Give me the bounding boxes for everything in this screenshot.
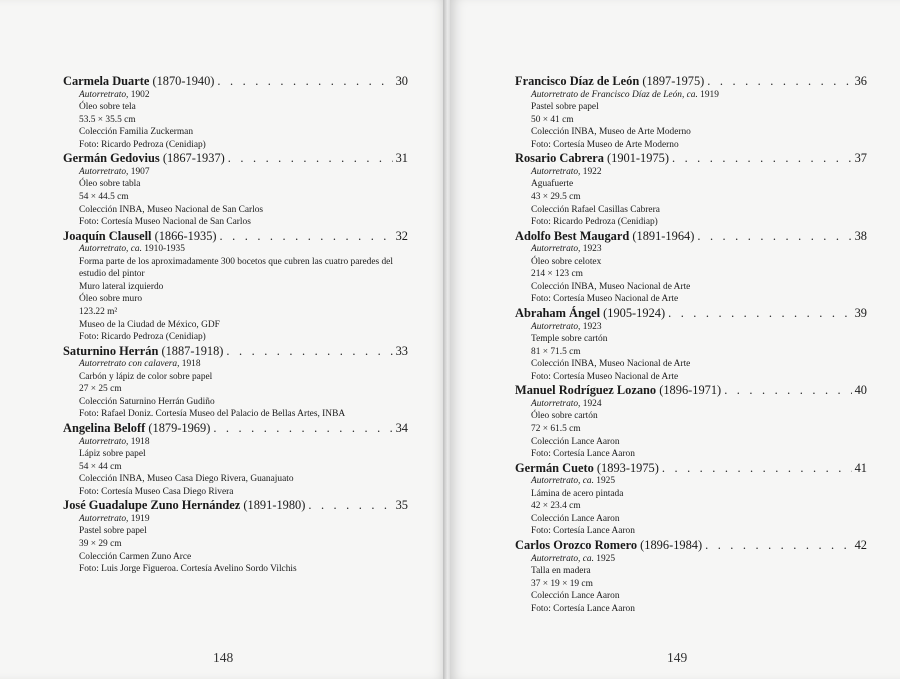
right-page	[450, 0, 900, 679]
artwork-detail: Colección Lance Aaron	[531, 591, 620, 602]
artwork-title-line	[63, 358, 408, 371]
artist-years: (1891-1980)	[243, 498, 306, 513]
artwork-title: Autorretrato, ca.	[79, 244, 142, 255]
artist-name: José Guadalupe Zuno Hernández	[63, 498, 241, 513]
leader-dots	[213, 421, 392, 436]
leader-dots	[705, 538, 852, 553]
artwork-date: 1918	[130, 436, 150, 447]
entry-heading	[515, 461, 867, 476]
artwork-detail: Foto: Luis Jorge Figueroa. Cortesía Avelino Sordo Vilchis	[79, 564, 297, 575]
artist-years: (1896-1984)	[640, 537, 703, 552]
artwork-detail: 54 × 44 cm	[79, 461, 122, 472]
artist-years: (1893-1975)	[596, 460, 659, 475]
artwork-detail: Foto: Cortesía Museo Casa Diego Rivera	[79, 486, 234, 497]
artwork-title: Autorretrato,	[79, 513, 129, 524]
right-page-number: 149	[667, 650, 688, 665]
artwork-date: 1924	[582, 398, 602, 409]
artist-name: Carmela Duarte	[63, 74, 150, 88]
leader-dots	[220, 229, 393, 244]
artwork-title-line	[515, 243, 867, 256]
catalog-entry	[63, 421, 408, 498]
artwork-date: 1925	[596, 476, 616, 487]
artist-years: (1879-1969)	[148, 420, 211, 435]
artist-name: Joaquín Clausell	[63, 228, 152, 243]
plate-page-number: 42	[854, 537, 867, 552]
artwork-detail: 37 × 19 × 19 cm	[531, 578, 593, 589]
artist-name: Rosario Cabrera	[515, 151, 604, 166]
artwork-title: Autorretrato,	[531, 398, 581, 409]
artwork-detail: Museo de la Ciudad de México, GDF	[79, 319, 220, 330]
artwork-date: 1922	[582, 166, 602, 177]
artwork-detail: Foto: Cortesía Museo de Arte Moderno	[531, 139, 679, 150]
entry-heading	[515, 74, 867, 89]
plate-page-number: 33	[395, 343, 408, 358]
artist-years: (1896-1971)	[659, 383, 722, 398]
artwork-detail: 54 × 44.5 cm	[79, 192, 129, 203]
catalog-entry	[63, 498, 408, 575]
artist-name: Germán Gedovius	[63, 151, 160, 166]
catalog-entry	[63, 74, 408, 151]
artist-name: Saturnino Herrán	[63, 343, 159, 358]
leader-dots	[308, 498, 392, 513]
catalog-entry	[515, 151, 867, 228]
artwork-detail: Colección INBA, Museo Casa Diego Rivera, Guanajuato	[79, 474, 294, 485]
catalog-entry	[515, 229, 867, 306]
artwork-detail: 53.5 × 35.5 cm	[79, 114, 136, 125]
entry-heading	[63, 498, 408, 513]
artist-name: Carlos Orozco Romero	[515, 537, 638, 552]
leader-dots	[228, 151, 393, 166]
artwork-date: 1902	[130, 89, 150, 100]
artwork-title: Autorretrato,	[79, 166, 129, 177]
artwork-detail: Óleo sobre celotex	[531, 256, 602, 267]
artist-years: (1870-1940)	[152, 74, 215, 88]
artwork-title: Autorretrato,	[531, 166, 581, 177]
artwork-detail: 123.22 m²	[79, 306, 118, 317]
artist-years: (1897-1975)	[642, 74, 705, 88]
plate-page-number: 36	[854, 74, 867, 88]
catalog-entry	[63, 229, 408, 344]
entry-heading	[515, 151, 867, 166]
entry-heading	[63, 151, 408, 166]
artwork-title: Autorretrato,	[531, 321, 581, 332]
artist-name: Germán Cueto	[515, 460, 594, 475]
artwork-detail: Lápiz sobre papel	[79, 449, 146, 460]
plate-page-number: 32	[395, 228, 408, 243]
left-page-number: 148	[213, 650, 234, 665]
leader-dots	[672, 151, 852, 166]
plate-page-number: 35	[395, 498, 408, 513]
artwork-detail: Óleo sobre muro	[79, 294, 143, 305]
artwork-detail: 42 × 23.4 cm	[531, 501, 581, 512]
leader-dots	[217, 74, 392, 89]
artwork-title-line	[63, 436, 408, 449]
artist-name: Abraham Ángel	[515, 305, 601, 320]
artwork-date: 1923	[582, 244, 602, 255]
artwork-detail: Óleo sobre tela	[79, 102, 136, 113]
artwork-detail: Colección INBA, Museo Nacional de Arte	[531, 281, 691, 292]
artist-name: Angelina Beloff	[63, 420, 146, 435]
artwork-detail: 72 × 61.5 cm	[531, 424, 581, 434]
artist-name: Francisco Díaz de León	[515, 74, 640, 88]
artwork-detail: Foto: Ricardo Pedroza (Cenidiap)	[79, 332, 206, 343]
plate-page-number: 40	[854, 383, 867, 398]
artwork-detail: Colección INBA, Museo de Arte Moderno	[531, 127, 691, 138]
artwork-date: 1907	[130, 166, 150, 177]
artwork-detail: Colección Carmen Zuno Arce	[79, 551, 192, 562]
catalog-entry	[63, 344, 408, 421]
leader-dots	[662, 461, 852, 476]
artwork-detail: Pastel sobre papel	[79, 526, 147, 537]
left-page	[0, 0, 448, 679]
artwork-detail: 39 × 29 cm	[79, 538, 122, 549]
artwork-detail: Óleo sobre tabla	[79, 179, 141, 190]
artwork-detail: Óleo sobre cartón	[531, 411, 598, 422]
artwork-detail: Pastel sobre papel	[531, 102, 599, 113]
leader-dots	[668, 306, 852, 321]
artwork-title-line	[515, 475, 867, 488]
left-page-entries	[63, 74, 408, 576]
artwork-detail: Aguafuerte	[531, 179, 574, 190]
artwork-detail: Colección Lance Aaron	[531, 436, 620, 447]
entry-heading	[63, 421, 408, 436]
artwork-detail: Talla en madera	[531, 566, 591, 577]
artwork-detail: Colección INBA, Museo Nacional de Arte	[531, 359, 691, 370]
artist-years: (1887-1918)	[161, 343, 224, 358]
artwork-detail: Muro lateral izquierdo	[79, 281, 164, 292]
artwork-detail: Foto: Cortesía Museo Nacional de Arte	[531, 371, 679, 382]
artwork-detail: Lámina de acero pintada	[531, 488, 624, 499]
artwork-detail: Foto: Cortesía Museo Nacional de Arte	[531, 294, 679, 305]
artwork-detail: Colección Saturnino Herrán Gudiño	[79, 396, 215, 407]
artwork-detail: 81 × 71.5 cm	[531, 346, 581, 357]
artwork-detail: Foto: Cortesía Museo Nacional de San Carlos	[79, 217, 251, 228]
catalog-entry	[515, 383, 867, 460]
plate-page-number: 31	[395, 151, 408, 166]
entry-heading	[515, 538, 867, 553]
artwork-title: Autorretrato, ca.	[531, 553, 594, 564]
artwork-date: 1925	[596, 553, 616, 564]
artwork-detail: Foto: Ricardo Pedroza (Cenidiap)	[531, 217, 658, 228]
artwork-title-line	[63, 243, 408, 256]
artist-years: (1866-1935)	[154, 228, 217, 243]
artwork-detail: Foto: Cortesía Lance Aaron	[531, 526, 635, 537]
artist-name: Adolfo Best Maugard	[515, 228, 630, 243]
artwork-detail: Temple sobre cartón	[531, 334, 608, 345]
artwork-title: Autorretrato con calavera,	[79, 359, 180, 370]
catalog-entry	[63, 151, 408, 228]
artwork-detail: Foto: Rafael Doniz. Cortesía Museo del Palacio de Bellas Artes, INBA	[79, 409, 346, 420]
artwork-title: Autorretrato,	[79, 436, 129, 447]
artwork-detail: 214 × 123 cm	[531, 269, 583, 280]
artwork-detail: Foto: Cortesía Lance Aaron	[531, 449, 635, 460]
artwork-date: 1918	[181, 359, 201, 370]
artwork-detail: 27 × 25 cm	[79, 384, 122, 395]
entry-heading	[515, 383, 867, 398]
catalog-entry	[515, 461, 867, 538]
plate-page-number: 39	[854, 305, 867, 320]
entry-heading	[515, 229, 867, 244]
artwork-title: Autorretrato, ca.	[531, 476, 594, 487]
artwork-detail: Forma parte de los aproximadamente 300 bocetos que cubren las cuatro paredes del estudio del pintor	[79, 256, 393, 280]
catalog-entry	[515, 74, 867, 151]
plate-page-number: 37	[854, 151, 867, 166]
artwork-title-line	[63, 513, 408, 526]
right-page-entries	[515, 74, 867, 615]
catalog-entry	[515, 306, 867, 383]
leader-dots	[226, 344, 392, 359]
artwork-detail: Foto: Cortesía Lance Aaron	[531, 603, 635, 614]
artwork-date: 1910-1935	[144, 244, 185, 255]
artwork-title-line	[515, 553, 867, 566]
artwork-detail: Carbón y lápiz de color sobre papel	[79, 371, 213, 382]
leader-dots	[707, 74, 851, 89]
artwork-date: 1923	[582, 321, 602, 332]
catalog-entry	[515, 538, 867, 615]
plate-page-number: 38	[854, 228, 867, 243]
artwork-detail: 50 × 41 cm	[531, 114, 574, 125]
artwork-title: Autorretrato de Francisco Díaz de León, ca.	[531, 89, 698, 100]
artist-years: (1867-1937)	[162, 151, 225, 166]
artwork-detail: 43 × 29.5 cm	[531, 192, 581, 203]
artwork-title-line	[515, 321, 867, 334]
entry-heading	[515, 306, 867, 321]
artwork-title-line	[515, 89, 867, 102]
artist-name: Manuel Rodríguez Lozano	[515, 383, 657, 398]
leader-dots	[697, 229, 851, 244]
artwork-title-line	[515, 398, 867, 411]
plate-page-number: 30	[395, 74, 408, 88]
artwork-date: 1919	[700, 89, 719, 100]
artwork-date: 1919	[130, 513, 150, 524]
artist-years: (1905-1924)	[603, 305, 666, 320]
artwork-detail: Colección INBA, Museo Nacional de San Carlos	[79, 204, 264, 215]
artwork-title: Autorretrato,	[79, 89, 129, 100]
entry-heading	[63, 344, 408, 359]
artwork-detail: Colección Lance Aaron	[531, 513, 620, 524]
plate-page-number: 41	[854, 460, 867, 475]
artwork-detail: Foto: Ricardo Pedroza (Cenidiap)	[79, 139, 206, 150]
artist-years: (1891-1964)	[632, 228, 695, 243]
entry-heading	[63, 74, 408, 89]
entry-heading	[63, 229, 408, 244]
artwork-detail: Colección Rafael Casillas Cabrera	[531, 204, 660, 215]
plate-page-number: 34	[395, 420, 408, 435]
artwork-title: Autorretrato,	[531, 244, 581, 255]
artwork-title-line	[63, 89, 408, 102]
artist-years: (1901-1975)	[607, 151, 669, 166]
artwork-detail: Colección Familia Zuckerman	[79, 127, 194, 138]
artwork-title-line	[515, 166, 867, 179]
leader-dots	[724, 383, 851, 398]
artwork-title-line	[63, 166, 408, 179]
